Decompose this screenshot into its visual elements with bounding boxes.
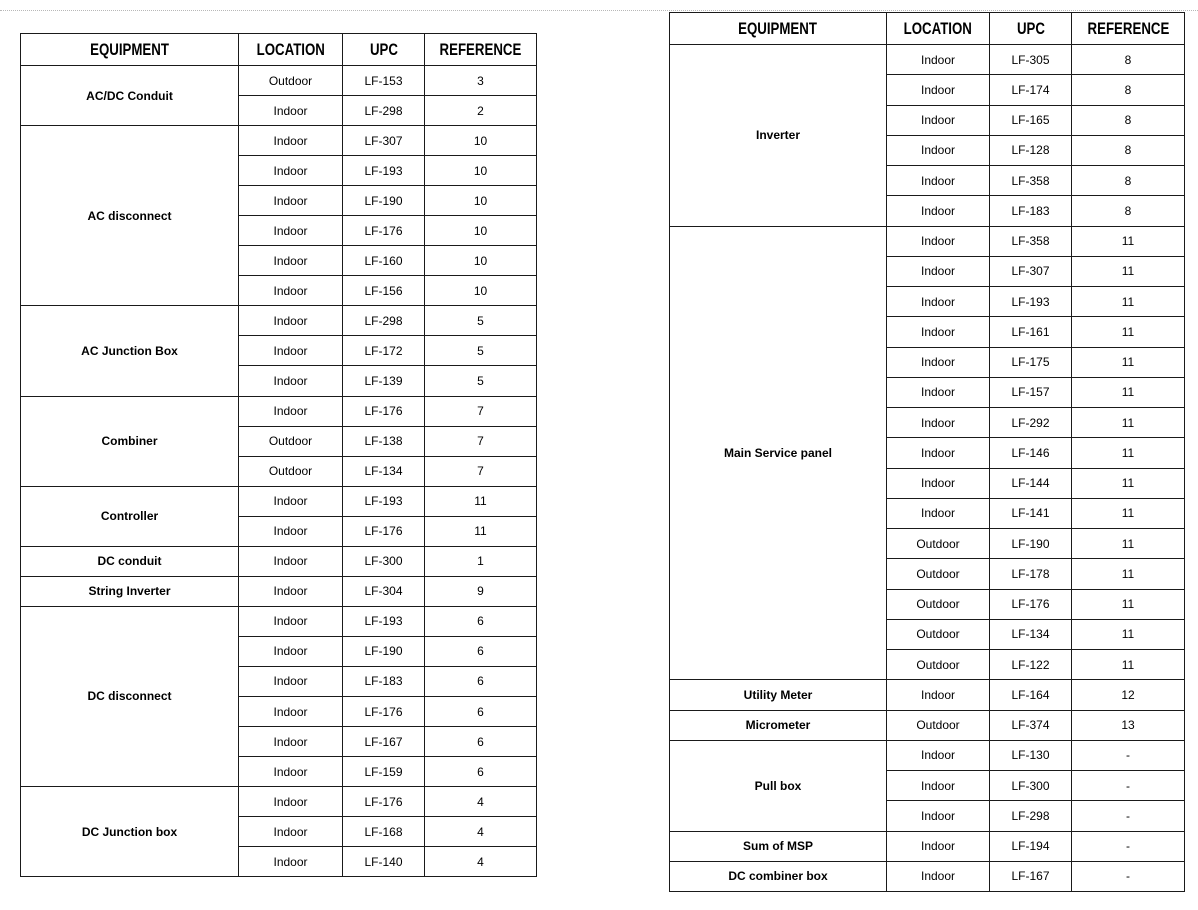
- upc-cell: LF-159: [343, 757, 425, 787]
- header-row: [21, 34, 537, 66]
- upc-cell: LF-307: [990, 256, 1072, 286]
- reference-cell: 9: [425, 576, 537, 606]
- upc-cell: LF-144: [990, 468, 1072, 498]
- upc-cell: LF-190: [990, 529, 1072, 559]
- table-row: [21, 606, 537, 636]
- reference-cell: 10: [425, 276, 537, 306]
- table-row: [21, 576, 537, 606]
- location-cell: Indoor: [239, 636, 343, 666]
- location-cell: Indoor: [239, 576, 343, 606]
- reference-cell: 11: [1072, 619, 1185, 649]
- location-cell: Indoor: [239, 126, 343, 156]
- equipment-cell: DC Junction box: [21, 787, 239, 877]
- reference-cell: 11: [1072, 498, 1185, 528]
- location-cell: Indoor: [887, 771, 990, 801]
- location-cell: Indoor: [239, 666, 343, 696]
- equipment-table-left: [20, 33, 537, 877]
- reference-cell: 4: [425, 817, 537, 847]
- header-equipment: EQUIPMENT: [670, 13, 887, 45]
- reference-cell: 8: [1072, 166, 1185, 196]
- location-cell: Indoor: [239, 336, 343, 366]
- location-cell: Indoor: [887, 256, 990, 286]
- header-reference: REFERENCE: [425, 34, 537, 66]
- upc-cell: LF-134: [990, 619, 1072, 649]
- location-cell: Outdoor: [887, 619, 990, 649]
- table-row: [670, 740, 1185, 770]
- location-cell: Outdoor: [887, 650, 990, 680]
- reference-cell: 11: [1072, 468, 1185, 498]
- upc-cell: LF-178: [990, 559, 1072, 589]
- location-cell: Outdoor: [887, 589, 990, 619]
- location-cell: Indoor: [887, 196, 990, 226]
- location-cell: Indoor: [239, 276, 343, 306]
- location-cell: Indoor: [239, 546, 343, 576]
- location-cell: Indoor: [239, 366, 343, 396]
- upc-cell: LF-138: [343, 426, 425, 456]
- header-row: [670, 13, 1185, 45]
- reference-cell: 6: [425, 636, 537, 666]
- header-location: LOCATION: [239, 34, 343, 66]
- upc-cell: LF-176: [343, 216, 425, 246]
- reference-cell: 1: [425, 546, 537, 576]
- upc-cell: LF-164: [990, 680, 1072, 710]
- upc-cell: LF-167: [990, 861, 1072, 891]
- location-cell: Indoor: [887, 831, 990, 861]
- reference-cell: -: [1072, 861, 1185, 891]
- reference-cell: -: [1072, 831, 1185, 861]
- reference-cell: 6: [425, 696, 537, 726]
- upc-cell: LF-139: [343, 366, 425, 396]
- location-cell: Indoor: [239, 156, 343, 186]
- reference-cell: 11: [1072, 408, 1185, 438]
- page-top-dotted-rule: [0, 10, 1198, 11]
- upc-cell: LF-146: [990, 438, 1072, 468]
- location-cell: Indoor: [239, 396, 343, 426]
- location-cell: Outdoor: [239, 66, 343, 96]
- reference-cell: 10: [425, 186, 537, 216]
- reference-cell: 10: [425, 216, 537, 246]
- upc-cell: LF-141: [990, 498, 1072, 528]
- equipment-cell: Micrometer: [670, 710, 887, 740]
- equipment-cell: AC Junction Box: [21, 306, 239, 396]
- reference-cell: 2: [425, 96, 537, 126]
- reference-cell: 6: [425, 757, 537, 787]
- reference-cell: 8: [1072, 196, 1185, 226]
- upc-cell: LF-193: [990, 287, 1072, 317]
- upc-cell: LF-193: [343, 606, 425, 636]
- table-row: [670, 710, 1185, 740]
- reference-cell: -: [1072, 801, 1185, 831]
- upc-cell: LF-176: [343, 396, 425, 426]
- upc-cell: LF-298: [343, 306, 425, 336]
- location-cell: Indoor: [887, 166, 990, 196]
- location-cell: Outdoor: [239, 456, 343, 486]
- equipment-cell: AC disconnect: [21, 126, 239, 306]
- location-cell: Indoor: [887, 105, 990, 135]
- upc-cell: LF-304: [343, 576, 425, 606]
- table-row: [670, 226, 1185, 256]
- equipment-cell: Combiner: [21, 396, 239, 486]
- location-cell: Indoor: [887, 287, 990, 317]
- reference-cell: 8: [1072, 135, 1185, 165]
- upc-cell: LF-175: [990, 347, 1072, 377]
- upc-cell: LF-165: [990, 105, 1072, 135]
- reference-cell: 11: [1072, 256, 1185, 286]
- table-row: [21, 787, 537, 817]
- upc-cell: LF-307: [343, 126, 425, 156]
- reference-cell: 10: [425, 156, 537, 186]
- reference-cell: 11: [1072, 347, 1185, 377]
- location-cell: Indoor: [239, 787, 343, 817]
- location-cell: Indoor: [887, 347, 990, 377]
- reference-cell: 11: [425, 486, 537, 516]
- equipment-cell: Inverter: [670, 45, 887, 227]
- reference-cell: 5: [425, 306, 537, 336]
- reference-cell: 11: [1072, 650, 1185, 680]
- reference-cell: 11: [1072, 529, 1185, 559]
- equipment-cell: String Inverter: [21, 576, 239, 606]
- upc-cell: LF-160: [343, 246, 425, 276]
- reference-cell: 10: [425, 246, 537, 276]
- location-cell: Indoor: [239, 516, 343, 546]
- upc-cell: LF-190: [343, 186, 425, 216]
- upc-cell: LF-134: [343, 456, 425, 486]
- reference-cell: 8: [1072, 75, 1185, 105]
- table-row: [21, 126, 537, 156]
- equipment-cell: Utility Meter: [670, 680, 887, 710]
- upc-cell: LF-174: [990, 75, 1072, 105]
- reference-cell: 6: [425, 727, 537, 757]
- upc-cell: LF-298: [343, 96, 425, 126]
- reference-cell: 5: [425, 366, 537, 396]
- header-location: LOCATION: [887, 13, 990, 45]
- location-cell: Indoor: [239, 96, 343, 126]
- reference-cell: 11: [1072, 317, 1185, 347]
- equipment-cell: DC conduit: [21, 546, 239, 576]
- header-upc: UPC: [990, 13, 1072, 45]
- equipment-cell: Main Service panel: [670, 226, 887, 680]
- upc-cell: LF-161: [990, 317, 1072, 347]
- location-cell: Outdoor: [887, 710, 990, 740]
- upc-cell: LF-176: [343, 696, 425, 726]
- location-cell: Indoor: [887, 740, 990, 770]
- upc-cell: LF-153: [343, 66, 425, 96]
- upc-cell: LF-176: [343, 787, 425, 817]
- reference-cell: 11: [1072, 559, 1185, 589]
- upc-cell: LF-130: [990, 740, 1072, 770]
- equipment-cell: Pull box: [670, 740, 887, 831]
- upc-cell: LF-156: [343, 276, 425, 306]
- location-cell: Indoor: [239, 306, 343, 336]
- reference-cell: 7: [425, 426, 537, 456]
- equipment-cell: AC/DC Conduit: [21, 66, 239, 126]
- table-row: [670, 680, 1185, 710]
- upc-cell: LF-292: [990, 408, 1072, 438]
- location-cell: Outdoor: [887, 529, 990, 559]
- location-cell: Indoor: [887, 135, 990, 165]
- location-cell: Indoor: [239, 757, 343, 787]
- upc-cell: LF-193: [343, 156, 425, 186]
- table-row: [21, 66, 537, 96]
- location-cell: Indoor: [887, 861, 990, 891]
- reference-cell: 11: [1072, 287, 1185, 317]
- reference-cell: 8: [1072, 105, 1185, 135]
- upc-cell: LF-172: [343, 336, 425, 366]
- upc-cell: LF-176: [990, 589, 1072, 619]
- upc-cell: LF-193: [343, 486, 425, 516]
- equipment-cell: Controller: [21, 486, 239, 546]
- upc-cell: LF-358: [990, 226, 1072, 256]
- table-row: [670, 831, 1185, 861]
- reference-cell: 4: [425, 847, 537, 877]
- reference-cell: -: [1072, 771, 1185, 801]
- table-row: [670, 45, 1185, 75]
- upc-cell: LF-300: [990, 771, 1072, 801]
- upc-cell: LF-183: [990, 196, 1072, 226]
- location-cell: Indoor: [887, 75, 990, 105]
- location-cell: Indoor: [239, 727, 343, 757]
- reference-cell: 11: [1072, 589, 1185, 619]
- location-cell: Indoor: [887, 408, 990, 438]
- reference-cell: 11: [1072, 438, 1185, 468]
- reference-cell: 11: [1072, 226, 1185, 256]
- location-cell: Indoor: [887, 226, 990, 256]
- reference-cell: 5: [425, 336, 537, 366]
- location-cell: Indoor: [887, 438, 990, 468]
- location-cell: Indoor: [239, 696, 343, 726]
- location-cell: Indoor: [239, 246, 343, 276]
- reference-cell: 12: [1072, 680, 1185, 710]
- reference-cell: 4: [425, 787, 537, 817]
- table-row: [21, 486, 537, 516]
- equipment-cell: DC combiner box: [670, 861, 887, 891]
- location-cell: Indoor: [239, 847, 343, 877]
- upc-cell: LF-298: [990, 801, 1072, 831]
- location-cell: Indoor: [887, 45, 990, 75]
- location-cell: Outdoor: [887, 559, 990, 589]
- upc-cell: LF-140: [343, 847, 425, 877]
- reference-cell: 3: [425, 66, 537, 96]
- upc-cell: LF-194: [990, 831, 1072, 861]
- equipment-cell: DC disconnect: [21, 606, 239, 786]
- location-cell: Indoor: [239, 186, 343, 216]
- reference-cell: 7: [425, 456, 537, 486]
- upc-cell: LF-374: [990, 710, 1072, 740]
- header-reference: REFERENCE: [1072, 13, 1185, 45]
- upc-cell: LF-358: [990, 166, 1072, 196]
- reference-cell: 11: [1072, 377, 1185, 407]
- reference-cell: 7: [425, 396, 537, 426]
- table-row: [670, 861, 1185, 891]
- upc-cell: LF-167: [343, 727, 425, 757]
- upc-cell: LF-176: [343, 516, 425, 546]
- reference-cell: 10: [425, 126, 537, 156]
- header-equipment: EQUIPMENT: [21, 34, 239, 66]
- upc-cell: LF-305: [990, 45, 1072, 75]
- table-row: [21, 546, 537, 576]
- reference-cell: 13: [1072, 710, 1185, 740]
- location-cell: Indoor: [887, 680, 990, 710]
- location-cell: Indoor: [887, 317, 990, 347]
- location-cell: Indoor: [887, 377, 990, 407]
- upc-cell: LF-122: [990, 650, 1072, 680]
- upc-cell: LF-157: [990, 377, 1072, 407]
- header-upc: UPC: [343, 34, 425, 66]
- location-cell: Indoor: [887, 498, 990, 528]
- location-cell: Indoor: [239, 486, 343, 516]
- location-cell: Indoor: [239, 606, 343, 636]
- upc-cell: LF-300: [343, 546, 425, 576]
- upc-cell: LF-183: [343, 666, 425, 696]
- equipment-table-right: [669, 12, 1185, 892]
- location-cell: Indoor: [887, 801, 990, 831]
- location-cell: Outdoor: [239, 426, 343, 456]
- upc-cell: LF-168: [343, 817, 425, 847]
- upc-cell: LF-128: [990, 135, 1072, 165]
- table-row: [21, 396, 537, 426]
- location-cell: Indoor: [239, 817, 343, 847]
- reference-cell: 6: [425, 606, 537, 636]
- reference-cell: -: [1072, 740, 1185, 770]
- equipment-cell: Sum of MSP: [670, 831, 887, 861]
- location-cell: Indoor: [887, 468, 990, 498]
- reference-cell: 6: [425, 666, 537, 696]
- upc-cell: LF-190: [343, 636, 425, 666]
- reference-cell: 11: [425, 516, 537, 546]
- table-row: [21, 306, 537, 336]
- location-cell: Indoor: [239, 216, 343, 246]
- reference-cell: 8: [1072, 45, 1185, 75]
